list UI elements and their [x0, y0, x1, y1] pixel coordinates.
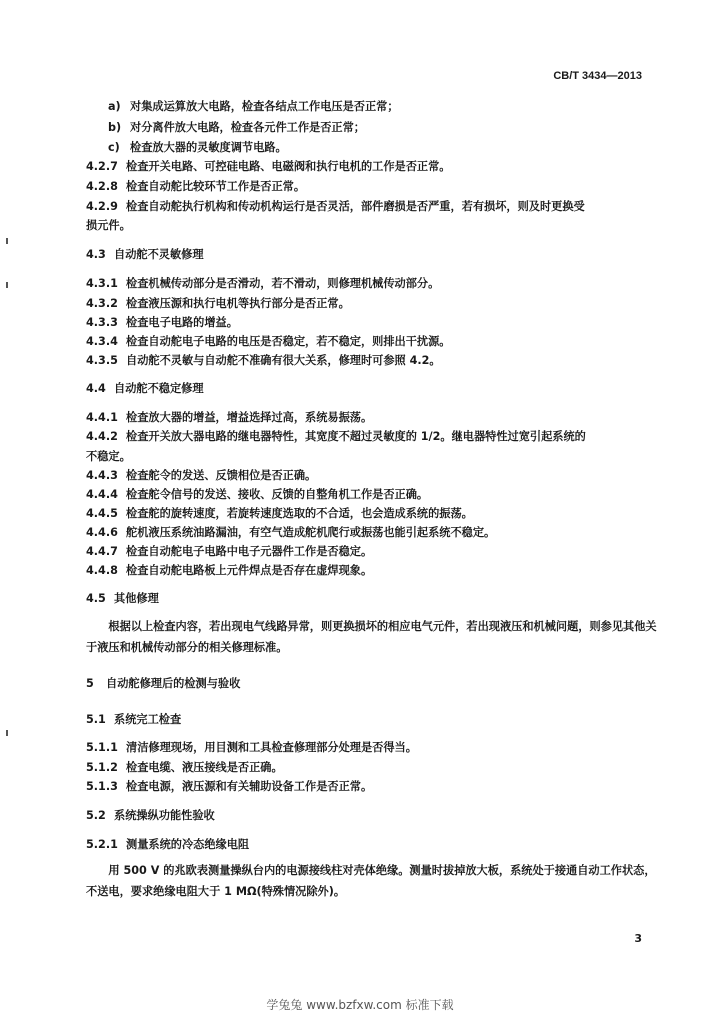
scan-mark — [6, 282, 8, 288]
clause-continuation: 不稳定。 — [86, 450, 131, 463]
clause: 4.4.3 检查舵令的发送、反馈相位是否正确。 — [86, 469, 317, 482]
footer-watermark[interactable]: 学兔兔 www.bzfxw.com 标准下载 — [266, 998, 454, 1012]
section-heading: 5.1 系统完工检查 — [86, 713, 182, 726]
clause: 4.3.5 自动舵不灵敏与自动舵不准确有很大关系，修理时可参照 4.2。 — [86, 354, 441, 367]
clause: 5.1.3 检查电源，液压源和有关辅助设备工作是否正常。 — [86, 780, 373, 793]
standard-code: CB/T 3434—2013 — [553, 70, 642, 82]
section-heading: 4.3 自动舵不灵敏修理 — [86, 248, 204, 261]
clause: 4.3.2 检查液压源和执行电机等执行部分是否正常。 — [86, 297, 350, 310]
list-item: a) 对集成运算放大电路，检查各结点工作电压是否正常； — [108, 100, 399, 113]
clause: 4.3.3 检查电子电路的增益。 — [86, 316, 238, 329]
subsection-heading: 5.2.1 测量系统的冷态绝缘电阻 — [86, 838, 250, 851]
list-item: b) 对分离件放大电路，检查各元件工作是否正常； — [108, 121, 365, 134]
section-heading: 4.4 自动舵不稳定修理 — [86, 382, 204, 395]
clause: 4.4.1 检查放大器的增益，增益选择过高，系统易振荡。 — [86, 411, 373, 424]
clause: 4.2.8 检查自动舵比较环节工作是否正常。 — [86, 180, 306, 193]
list-item: c) 检查放大器的灵敏度调节电路。 — [108, 141, 287, 154]
clause: 4.3.4 检查自动舵电子电路的电压是否稳定，若不稳定，则排出干扰源。 — [86, 335, 451, 348]
clause: 4.4.2 检查开关放大器电路的继电器特性，其宽度不超过灵敏度的 1/2。继电器特性过宽引起系统的 — [86, 430, 586, 443]
clause: 5.1.1 清洁修理现场，用目测和工具检查修理部分处理是否得当。 — [86, 741, 417, 754]
paragraph: 根据以上检查内容，若出现电气线路异常，则更换损坏的相应电气元件，若出现液压和机械问题，则参见其他关于液压和机械传动部分的相关修理标准。 — [86, 620, 657, 654]
section-heading: 5.2 系统操纵功能性验收 — [86, 809, 215, 822]
clause: 4.4.5 检查舵的旋转速度，若旋转速度选取的不合适，也会造成系统的振荡。 — [86, 507, 473, 520]
chapter-heading: 5 自动舵修理后的检测与验收 — [86, 677, 241, 690]
clause: 4.4.6 舵机液压系统油路漏油，有空气造成舵机爬行或振荡也能引起系统不稳定。 — [86, 526, 496, 539]
clause: 4.4.8 检查自动舵电路板上元件焊点是否存在虚焊现象。 — [86, 564, 373, 577]
clause: 4.3.1 检查机械传动部分是否滑动，若不滑动，则修理机械传动部分。 — [86, 277, 440, 290]
clause: 4.4.4 检查舵令信号的发送、接收、反馈的自整角机工作是否正确。 — [86, 488, 429, 501]
page-number: 3 — [634, 932, 642, 945]
paragraph: 用 500 V 的兆欧表测量操纵台内的电源接线柱对壳体绝缘。测量时拔掉放大板，系统处于接通自动工作状态，不送电，要求绝缘电阻大于 1 MΩ(特殊情况除外)。 — [86, 864, 656, 898]
clause: 4.2.7 检查开关电路、可控硅电路、电磁阀和执行电机的工作是否正常。 — [86, 160, 451, 173]
scan-mark — [6, 730, 8, 736]
clause: 4.4.7 检查自动舵电子电路中电子元器件工作是否稳定。 — [86, 545, 373, 558]
scan-mark — [6, 238, 8, 244]
clause-continuation: 损元件。 — [86, 219, 131, 232]
clause: 4.2.9 检查自动舵执行机构和传动机构运行是否灵活，部件磨损是否严重，若有损坏，则及时更换受 — [86, 200, 585, 213]
clause: 5.1.2 检查电缆、液压接线是否正确。 — [86, 761, 283, 774]
section-heading: 4.5 其他修理 — [86, 592, 159, 605]
